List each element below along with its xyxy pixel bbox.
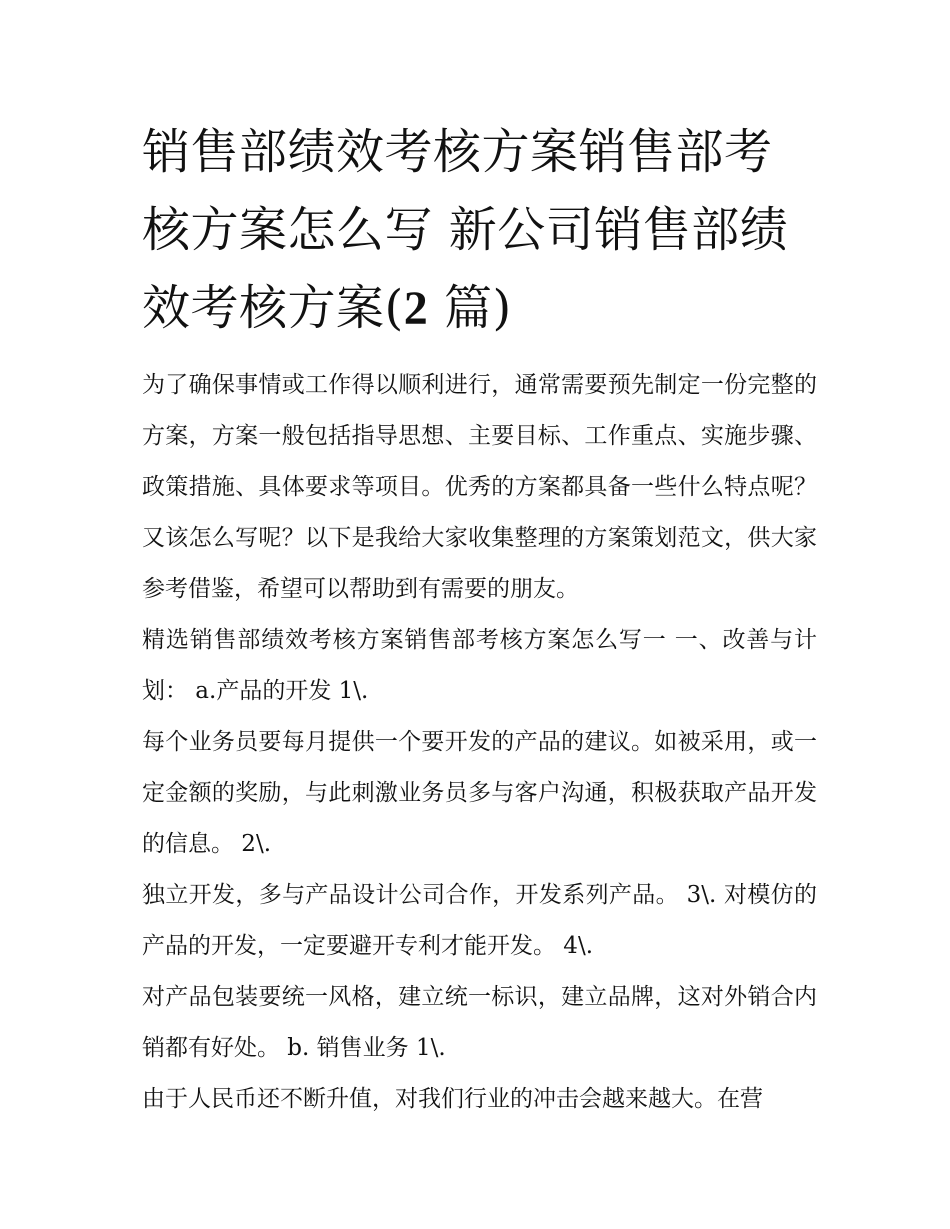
- document-title: [142, 113, 817, 348]
- section-heading-paragraph: 精选销售部绩效考核方案销售部考核方案怎么写一 一、改善与计划： a.产品的开发 1\.: [142, 627, 817, 704]
- body-paragraph: 由于人民币还不断升值，对我们行业的冲击会越来越大。在营: [142, 1086, 763, 1112]
- intro-paragraph: 为了确保事情或工作得以顺利进行，通常需要预先制定一份完整的方案，方案一般包括指导思想、主要目标、工作重点、实施步骤、政策措施、具体要求等项目。优秀的方案都具备一些什么特点呢？又该怎么写呢？以下是我给大家收集整理的方案策划范文，供大家参考借鉴，希望可以帮助到有需要的朋友。: [142, 372, 817, 602]
- body-paragraph: 每个业务员要每月提供一个要开发的产品的建议。如被采用，或一定金额的奖励，与此刺激业务员多与客户沟通，积极获取产品开发的信息。 2\.: [142, 729, 817, 857]
- document-page: [142, 113, 817, 1125]
- title-suffix: 篇): [428, 280, 512, 336]
- body-paragraph: 独立开发，多与产品设计公司合作，开发系列产品。 3\. 对模仿的产品的开发，一定要避开专利才能开发。 4\.: [142, 882, 817, 959]
- title-text: 销售部绩效考核方案销售部考核方案怎么写 新公司销售部绩效考核方案(: [142, 124, 789, 336]
- document-body: [142, 360, 817, 1125]
- body-paragraph: 对产品包装要统一风格，建立统一标识，建立品牌，这对外销合内销都有好处。 b. 销售业务 1\.: [142, 984, 817, 1061]
- title-count: 2: [403, 282, 429, 335]
